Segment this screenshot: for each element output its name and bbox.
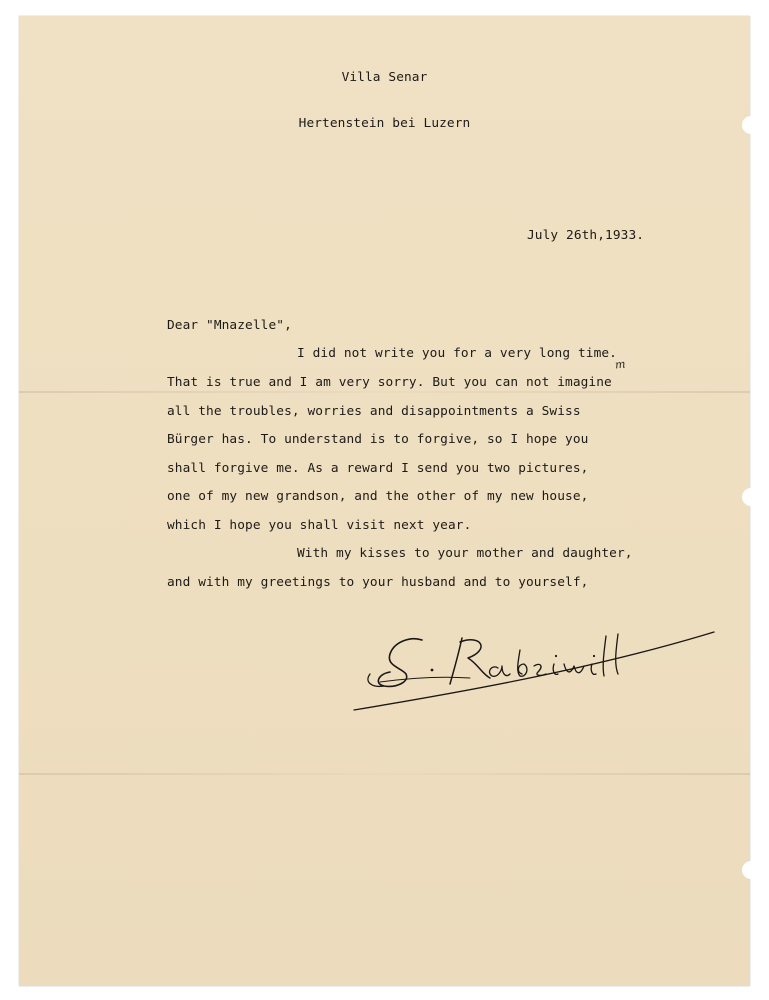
punch-hole bbox=[742, 861, 760, 879]
body-line: I did not write you for a very long time. bbox=[297, 346, 617, 361]
punch-hole bbox=[742, 488, 760, 506]
letter-date: July 26th,1933. bbox=[527, 228, 645, 243]
body-line: all the troubles, worries and disappointments a Swiss bbox=[167, 404, 581, 419]
fold-crease bbox=[19, 391, 750, 393]
body-line: one of my new grandson, and the other of my new house, bbox=[167, 489, 589, 504]
letterhead-name: Villa Senar bbox=[341, 70, 428, 85]
salutation: Dear "Mnazelle", bbox=[167, 318, 292, 333]
closing-line: and with my greetings to your husband and to yourself, bbox=[167, 575, 589, 590]
closing-line: With my kisses to your mother and daughter, bbox=[297, 546, 633, 561]
handwritten-correction: m bbox=[614, 357, 627, 372]
letterhead-address: Hertenstein bei Luzern bbox=[298, 116, 471, 131]
body-line: which I hope you shall visit next year. bbox=[167, 518, 472, 533]
body-line: Bürger has. To understand is to forgive, so I hope you bbox=[167, 432, 589, 447]
letterhead bbox=[0, 40, 769, 147]
fold-crease bbox=[19, 773, 750, 775]
body-line: shall forgive me. As a reward I send you two pictures, bbox=[167, 461, 589, 476]
handwritten-signature bbox=[350, 628, 720, 718]
body-line: That is true and I am very sorry. But you can not imagine bbox=[167, 375, 612, 390]
